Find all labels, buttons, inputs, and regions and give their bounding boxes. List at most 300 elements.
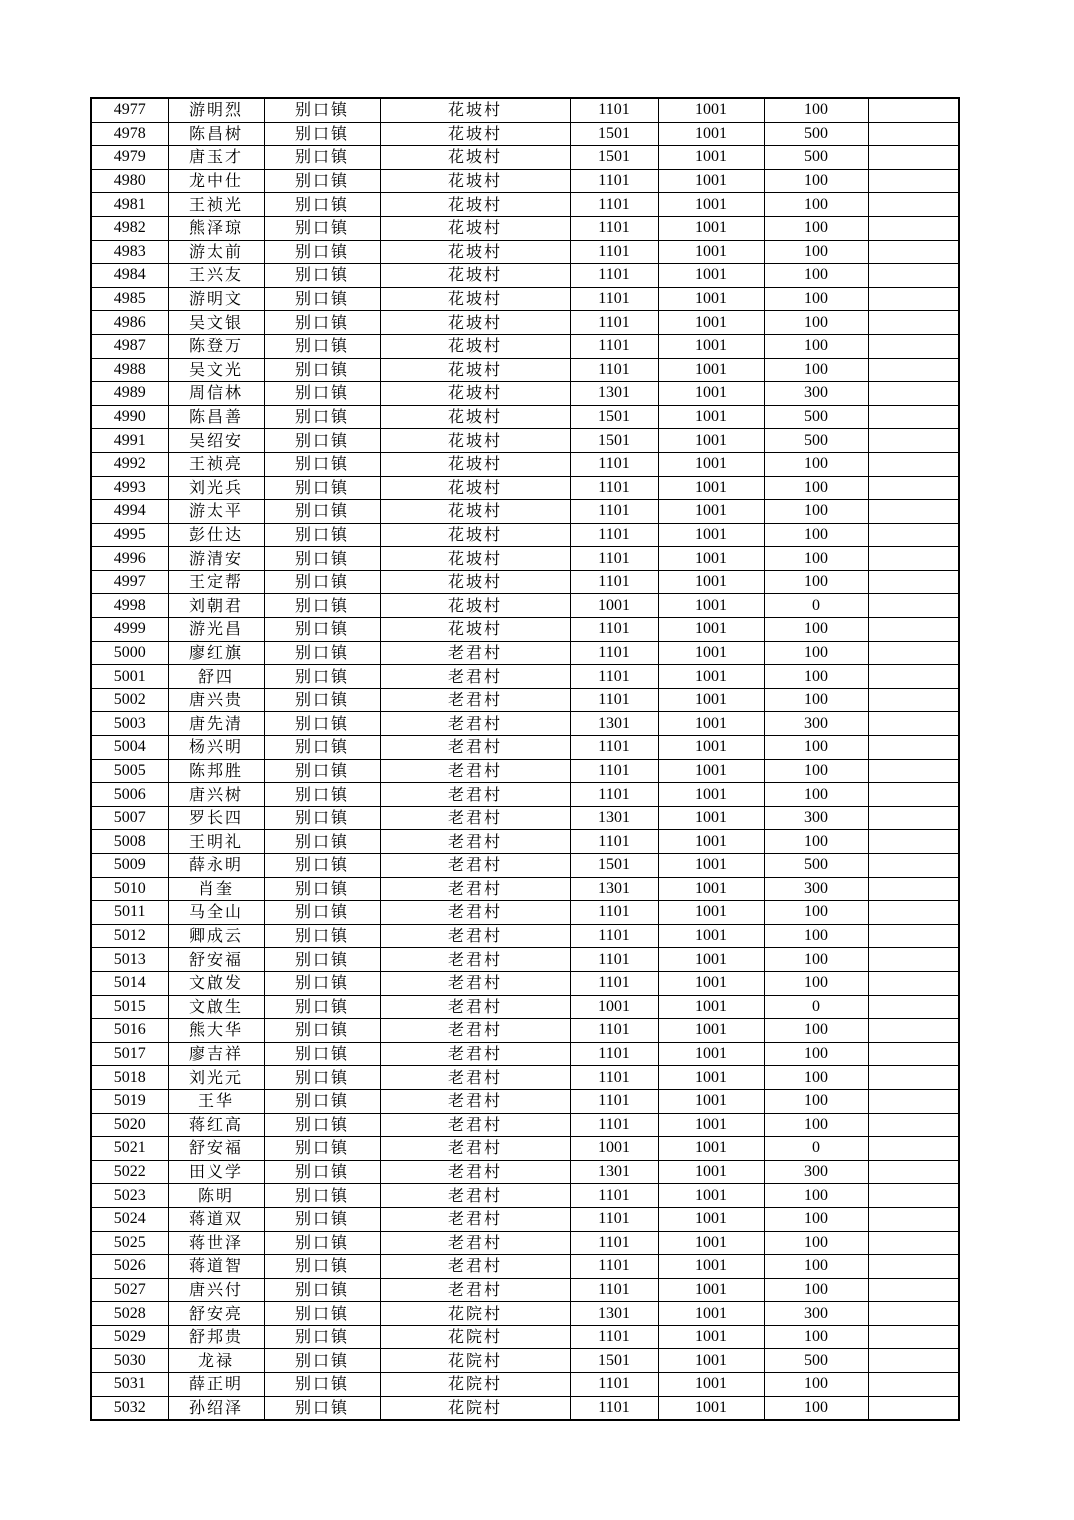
cell-town: 别口镇 (264, 995, 380, 1019)
cell-name: 舒安福 (168, 1137, 264, 1161)
cell-name: 田义学 (168, 1160, 264, 1184)
cell-index: 4977 (91, 98, 168, 122)
cell-amount: 100 (764, 240, 868, 264)
cell-index: 5021 (91, 1137, 168, 1161)
cell-remark (868, 877, 959, 901)
cell-name: 罗长四 (168, 806, 264, 830)
cell-index: 4997 (91, 570, 168, 594)
cell-town: 别口镇 (264, 193, 380, 217)
table-row (91, 334, 959, 358)
cell-village: 老君村 (380, 806, 570, 830)
cell-remark (868, 382, 959, 406)
cell-remark (868, 240, 959, 264)
cell-index: 5000 (91, 641, 168, 665)
cell-remark (868, 759, 959, 783)
cell-town: 别口镇 (264, 1278, 380, 1302)
cell-value-b: 1001 (658, 1019, 764, 1043)
table-row (91, 854, 959, 878)
cell-value-a: 1101 (570, 1184, 658, 1208)
cell-amount: 0 (764, 1137, 868, 1161)
table-row (91, 122, 959, 146)
cell-remark (868, 98, 959, 122)
cell-value-b: 1001 (658, 854, 764, 878)
cell-value-a: 1101 (570, 783, 658, 807)
cell-remark (868, 1231, 959, 1255)
cell-index: 5027 (91, 1278, 168, 1302)
cell-index: 5024 (91, 1207, 168, 1231)
cell-name: 王祯光 (168, 193, 264, 217)
cell-value-a: 1101 (570, 688, 658, 712)
cell-value-b: 1001 (658, 641, 764, 665)
cell-index: 4999 (91, 618, 168, 642)
cell-name: 游太平 (168, 500, 264, 524)
cell-value-b: 1001 (658, 1325, 764, 1349)
table-row (91, 500, 959, 524)
cell-index: 5013 (91, 948, 168, 972)
cell-amount: 100 (764, 452, 868, 476)
cell-index: 4998 (91, 594, 168, 618)
cell-remark (868, 1255, 959, 1279)
cell-value-b: 1001 (658, 122, 764, 146)
cell-town: 别口镇 (264, 759, 380, 783)
cell-remark (868, 500, 959, 524)
cell-town: 别口镇 (264, 1255, 380, 1279)
cell-village: 老君村 (380, 736, 570, 760)
cell-index: 5005 (91, 759, 168, 783)
cell-town: 别口镇 (264, 665, 380, 689)
cell-town: 别口镇 (264, 382, 380, 406)
cell-amount: 100 (764, 759, 868, 783)
cell-value-a: 1501 (570, 429, 658, 453)
cell-remark (868, 618, 959, 642)
cell-remark (868, 547, 959, 571)
table-row (91, 1184, 959, 1208)
cell-amount: 300 (764, 712, 868, 736)
cell-value-b: 1001 (658, 1373, 764, 1397)
cell-name: 舒邦贵 (168, 1325, 264, 1349)
cell-village: 花院村 (380, 1302, 570, 1326)
cell-name: 陈登万 (168, 334, 264, 358)
cell-value-b: 1001 (658, 665, 764, 689)
cell-amount: 100 (764, 500, 868, 524)
cell-value-b: 1001 (658, 618, 764, 642)
cell-value-a: 1101 (570, 547, 658, 571)
cell-remark (868, 783, 959, 807)
cell-town: 别口镇 (264, 1184, 380, 1208)
cell-amount: 100 (764, 1255, 868, 1279)
cell-town: 别口镇 (264, 452, 380, 476)
table-row (91, 783, 959, 807)
cell-amount: 100 (764, 311, 868, 335)
cell-index: 5003 (91, 712, 168, 736)
cell-name: 游太前 (168, 240, 264, 264)
table-row (91, 476, 959, 500)
cell-value-a: 1301 (570, 1160, 658, 1184)
cell-amount: 100 (764, 948, 868, 972)
cell-town: 别口镇 (264, 146, 380, 170)
table-row (91, 924, 959, 948)
cell-remark (868, 476, 959, 500)
cell-value-a: 1101 (570, 334, 658, 358)
cell-town: 别口镇 (264, 1137, 380, 1161)
cell-amount: 0 (764, 995, 868, 1019)
cell-index: 4980 (91, 169, 168, 193)
cell-remark (868, 806, 959, 830)
cell-value-b: 1001 (658, 1113, 764, 1137)
cell-name: 吴文光 (168, 358, 264, 382)
cell-amount: 100 (764, 901, 868, 925)
cell-index: 4983 (91, 240, 168, 264)
cell-value-b: 1001 (658, 1207, 764, 1231)
cell-value-a: 1101 (570, 1019, 658, 1043)
cell-value-a: 1101 (570, 1278, 658, 1302)
cell-remark (868, 688, 959, 712)
cell-amount: 100 (764, 1396, 868, 1420)
cell-village: 老君村 (380, 1019, 570, 1043)
cell-town: 别口镇 (264, 570, 380, 594)
cell-value-a: 1101 (570, 1042, 658, 1066)
cell-remark (868, 1137, 959, 1161)
table-row (91, 618, 959, 642)
cell-name: 唐玉才 (168, 146, 264, 170)
cell-town: 别口镇 (264, 641, 380, 665)
cell-village: 花坡村 (380, 382, 570, 406)
cell-amount: 100 (764, 641, 868, 665)
cell-remark (868, 736, 959, 760)
table-row (91, 1302, 959, 1326)
cell-index: 5015 (91, 995, 168, 1019)
cell-village: 老君村 (380, 830, 570, 854)
cell-index: 5017 (91, 1042, 168, 1066)
cell-value-a: 1101 (570, 1207, 658, 1231)
cell-village: 老君村 (380, 924, 570, 948)
cell-village: 老君村 (380, 1113, 570, 1137)
cell-remark (868, 1396, 959, 1420)
cell-name: 王明礼 (168, 830, 264, 854)
cell-name: 薛正明 (168, 1373, 264, 1397)
cell-value-b: 1001 (658, 736, 764, 760)
cell-value-a: 1101 (570, 452, 658, 476)
cell-amount: 100 (764, 476, 868, 500)
cell-village: 花坡村 (380, 358, 570, 382)
table-row (91, 382, 959, 406)
cell-remark (868, 1113, 959, 1137)
cell-index: 4988 (91, 358, 168, 382)
cell-remark (868, 405, 959, 429)
cell-value-a: 1101 (570, 523, 658, 547)
table-row (91, 1160, 959, 1184)
cell-index: 5002 (91, 688, 168, 712)
cell-name: 唐先清 (168, 712, 264, 736)
cell-index: 5009 (91, 854, 168, 878)
cell-town: 别口镇 (264, 547, 380, 571)
cell-index: 5029 (91, 1325, 168, 1349)
cell-value-b: 1001 (658, 1231, 764, 1255)
cell-value-a: 1101 (570, 1066, 658, 1090)
cell-index: 5014 (91, 971, 168, 995)
cell-amount: 100 (764, 1042, 868, 1066)
cell-value-b: 1001 (658, 264, 764, 288)
cell-name: 龙禄 (168, 1349, 264, 1373)
cell-amount: 100 (764, 98, 868, 122)
cell-name: 陈邦胜 (168, 759, 264, 783)
table-row (91, 1349, 959, 1373)
cell-index: 4981 (91, 193, 168, 217)
cell-remark (868, 1019, 959, 1043)
cell-value-b: 1001 (658, 382, 764, 406)
cell-value-a: 1301 (570, 806, 658, 830)
cell-name: 吴文银 (168, 311, 264, 335)
cell-value-b: 1001 (658, 1137, 764, 1161)
cell-value-a: 1001 (570, 1137, 658, 1161)
cell-value-a: 1101 (570, 1373, 658, 1397)
table-row (91, 1066, 959, 1090)
cell-town: 别口镇 (264, 358, 380, 382)
cell-town: 别口镇 (264, 122, 380, 146)
cell-value-b: 1001 (658, 1255, 764, 1279)
cell-value-b: 1001 (658, 146, 764, 170)
cell-remark (868, 334, 959, 358)
cell-name: 蒋世泽 (168, 1231, 264, 1255)
cell-amount: 100 (764, 830, 868, 854)
cell-value-a: 1301 (570, 877, 658, 901)
cell-village: 花坡村 (380, 98, 570, 122)
cell-town: 别口镇 (264, 1207, 380, 1231)
cell-value-a: 1101 (570, 641, 658, 665)
cell-town: 别口镇 (264, 830, 380, 854)
cell-town: 别口镇 (264, 1302, 380, 1326)
cell-value-b: 1001 (658, 995, 764, 1019)
cell-amount: 300 (764, 1302, 868, 1326)
cell-value-b: 1001 (658, 334, 764, 358)
cell-town: 别口镇 (264, 216, 380, 240)
cell-town: 别口镇 (264, 311, 380, 335)
cell-village: 花坡村 (380, 452, 570, 476)
cell-amount: 100 (764, 523, 868, 547)
table-row (91, 1231, 959, 1255)
cell-value-a: 1001 (570, 594, 658, 618)
cell-value-a: 1501 (570, 146, 658, 170)
cell-value-a: 1101 (570, 924, 658, 948)
cell-amount: 300 (764, 806, 868, 830)
cell-index: 5032 (91, 1396, 168, 1420)
cell-index: 4990 (91, 405, 168, 429)
cell-village: 花坡村 (380, 169, 570, 193)
cell-amount: 100 (764, 264, 868, 288)
cell-value-a: 1101 (570, 759, 658, 783)
table-row (91, 358, 959, 382)
cell-value-b: 1001 (658, 1396, 764, 1420)
cell-name: 彭仕达 (168, 523, 264, 547)
cell-index: 4992 (91, 452, 168, 476)
cell-remark (868, 712, 959, 736)
cell-name: 蒋道智 (168, 1255, 264, 1279)
cell-index: 4985 (91, 287, 168, 311)
table-row (91, 452, 959, 476)
cell-amount: 100 (764, 618, 868, 642)
cell-index: 5001 (91, 665, 168, 689)
cell-remark (868, 830, 959, 854)
cell-index: 5018 (91, 1066, 168, 1090)
cell-village: 花坡村 (380, 122, 570, 146)
cell-index: 4986 (91, 311, 168, 335)
cell-value-b: 1001 (658, 759, 764, 783)
cell-value-a: 1101 (570, 1231, 658, 1255)
cell-village: 老君村 (380, 901, 570, 925)
cell-remark (868, 1184, 959, 1208)
cell-amount: 100 (764, 1089, 868, 1113)
cell-town: 别口镇 (264, 500, 380, 524)
cell-name: 唐兴贵 (168, 688, 264, 712)
cell-value-a: 1101 (570, 830, 658, 854)
cell-remark (868, 169, 959, 193)
cell-village: 花坡村 (380, 405, 570, 429)
cell-remark (868, 1089, 959, 1113)
cell-index: 4984 (91, 264, 168, 288)
cell-name: 王华 (168, 1089, 264, 1113)
cell-village: 花坡村 (380, 500, 570, 524)
cell-village: 花院村 (380, 1373, 570, 1397)
table-row (91, 146, 959, 170)
cell-amount: 100 (764, 1325, 868, 1349)
cell-value-a: 1101 (570, 264, 658, 288)
table-row (91, 1255, 959, 1279)
cell-remark (868, 1373, 959, 1397)
cell-village: 老君村 (380, 948, 570, 972)
cell-value-b: 1001 (658, 1160, 764, 1184)
cell-town: 别口镇 (264, 1373, 380, 1397)
table-row (91, 216, 959, 240)
cell-amount: 100 (764, 1231, 868, 1255)
cell-town: 别口镇 (264, 712, 380, 736)
cell-index: 4996 (91, 547, 168, 571)
cell-name: 文啟发 (168, 971, 264, 995)
table-row (91, 806, 959, 830)
cell-index: 5007 (91, 806, 168, 830)
cell-value-b: 1001 (658, 783, 764, 807)
cell-value-a: 1101 (570, 216, 658, 240)
cell-name: 熊大华 (168, 1019, 264, 1043)
cell-town: 别口镇 (264, 924, 380, 948)
cell-value-b: 1001 (658, 971, 764, 995)
cell-town: 别口镇 (264, 901, 380, 925)
cell-village: 花坡村 (380, 547, 570, 571)
cell-town: 别口镇 (264, 1042, 380, 1066)
table-row (91, 901, 959, 925)
cell-value-a: 1101 (570, 736, 658, 760)
cell-value-a: 1101 (570, 193, 658, 217)
cell-amount: 100 (764, 216, 868, 240)
cell-amount: 100 (764, 334, 868, 358)
cell-village: 老君村 (380, 712, 570, 736)
cell-index: 5030 (91, 1349, 168, 1373)
cell-name: 陈昌善 (168, 405, 264, 429)
cell-amount: 500 (764, 1349, 868, 1373)
cell-town: 别口镇 (264, 806, 380, 830)
cell-name: 蒋道双 (168, 1207, 264, 1231)
cell-amount: 100 (764, 1184, 868, 1208)
table-row (91, 1207, 959, 1231)
cell-value-a: 1101 (570, 1396, 658, 1420)
cell-value-b: 1001 (658, 216, 764, 240)
table-row (91, 1396, 959, 1420)
cell-name: 周信林 (168, 382, 264, 406)
cell-amount: 100 (764, 193, 868, 217)
cell-village: 老君村 (380, 854, 570, 878)
cell-town: 别口镇 (264, 1113, 380, 1137)
table-row (91, 240, 959, 264)
cell-value-b: 1001 (658, 688, 764, 712)
cell-amount: 100 (764, 169, 868, 193)
cell-amount: 300 (764, 877, 868, 901)
cell-town: 别口镇 (264, 98, 380, 122)
table-row (91, 1019, 959, 1043)
cell-value-a: 1501 (570, 1349, 658, 1373)
cell-name: 唐兴付 (168, 1278, 264, 1302)
cell-name: 廖吉祥 (168, 1042, 264, 1066)
cell-remark (868, 1278, 959, 1302)
cell-value-a: 1101 (570, 240, 658, 264)
cell-index: 5022 (91, 1160, 168, 1184)
table-body (91, 98, 959, 1420)
cell-value-b: 1001 (658, 1184, 764, 1208)
cell-remark (868, 193, 959, 217)
cell-value-b: 1001 (658, 570, 764, 594)
cell-remark (868, 429, 959, 453)
cell-name: 廖红旗 (168, 641, 264, 665)
cell-village: 老君村 (380, 1089, 570, 1113)
cell-value-a: 1501 (570, 405, 658, 429)
cell-index: 5012 (91, 924, 168, 948)
cell-index: 4989 (91, 382, 168, 406)
cell-remark (868, 1160, 959, 1184)
cell-index: 5004 (91, 736, 168, 760)
cell-amount: 500 (764, 122, 868, 146)
cell-town: 别口镇 (264, 169, 380, 193)
cell-remark (868, 122, 959, 146)
cell-village: 花坡村 (380, 523, 570, 547)
cell-amount: 100 (764, 688, 868, 712)
cell-town: 别口镇 (264, 618, 380, 642)
table-row (91, 169, 959, 193)
cell-remark (868, 901, 959, 925)
cell-town: 别口镇 (264, 264, 380, 288)
cell-value-b: 1001 (658, 1042, 764, 1066)
cell-value-b: 1001 (658, 1066, 764, 1090)
cell-village: 老君村 (380, 1137, 570, 1161)
cell-name: 文啟生 (168, 995, 264, 1019)
cell-value-a: 1101 (570, 500, 658, 524)
table-row (91, 264, 959, 288)
cell-amount: 0 (764, 594, 868, 618)
table-row (91, 1137, 959, 1161)
cell-remark (868, 523, 959, 547)
cell-amount: 300 (764, 382, 868, 406)
cell-name: 卿成云 (168, 924, 264, 948)
cell-value-b: 1001 (658, 523, 764, 547)
cell-value-b: 1001 (658, 1302, 764, 1326)
cell-amount: 100 (764, 1373, 868, 1397)
cell-village: 老君村 (380, 1066, 570, 1090)
cell-value-b: 1001 (658, 806, 764, 830)
cell-amount: 300 (764, 1160, 868, 1184)
cell-index: 5011 (91, 901, 168, 925)
cell-value-b: 1001 (658, 924, 764, 948)
cell-value-a: 1101 (570, 476, 658, 500)
cell-remark (868, 287, 959, 311)
cell-value-a: 1101 (570, 948, 658, 972)
table-row (91, 311, 959, 335)
